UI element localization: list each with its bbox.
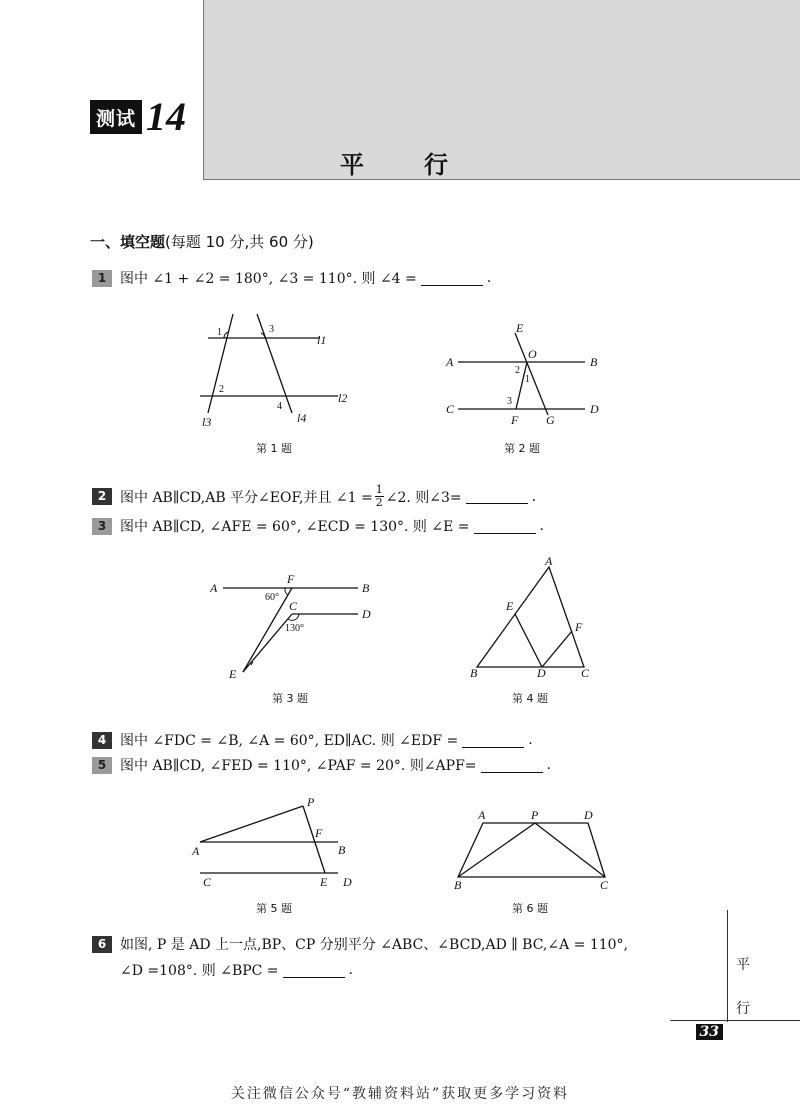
label-A: A	[192, 844, 200, 858]
answer-blank[interactable]	[283, 963, 345, 978]
question-text-line2: ∠D =108°. 则 ∠BPC =	[120, 963, 279, 979]
answer-blank[interactable]	[421, 271, 483, 286]
test-badge-number: 14	[146, 94, 187, 139]
question-text: 图中 AB∥CD, ∠AFE = 60°, ∠ECD = 130°. 则 ∠E =	[120, 519, 470, 535]
footer-note: 关注微信公众号“教辅资料站”获取更多学习资料	[230, 1086, 570, 1102]
figure-6	[450, 805, 620, 890]
question-number: 1	[92, 270, 112, 287]
question-number: 6	[92, 936, 112, 953]
label-E: E	[320, 875, 328, 889]
figure-4-caption: 第 4 题	[512, 692, 548, 705]
label-C: C	[446, 402, 455, 416]
label-C: C	[581, 666, 590, 680]
label-3: 3	[507, 396, 512, 407]
label-B: B	[338, 843, 346, 857]
question-text-line1: 如图, P 是 AD 上一点,BP、CP 分别平分 ∠ABC、∠BCD,AD ∥ BC,∠A = 110°,	[120, 937, 629, 953]
question-5	[92, 755, 551, 775]
label-l4: l4	[297, 411, 307, 425]
label-F: F	[287, 572, 295, 586]
figure-5-caption: 第 5 题	[256, 902, 292, 915]
question-text: 图中 ∠FDC = ∠B, ∠A = 60°, ED∥AC. 则 ∠EDF =	[120, 733, 459, 749]
answer-blank[interactable]	[474, 519, 536, 534]
question-end: .	[528, 732, 533, 748]
label-1: 1	[217, 327, 222, 338]
label-130: 130°	[285, 623, 304, 634]
label-2: 2	[515, 365, 520, 376]
figure-2	[440, 320, 610, 430]
label-O: O	[528, 347, 537, 361]
question-end: .	[539, 518, 544, 534]
question-4	[92, 730, 533, 750]
figure-5	[190, 795, 370, 890]
label-l2: l2	[338, 391, 348, 405]
question-2	[92, 484, 536, 509]
label-C: C	[203, 875, 212, 889]
figure-2-caption: 第 2 题	[504, 442, 540, 455]
test-badge	[90, 94, 187, 139]
section-title	[90, 231, 314, 252]
label-l3: l3	[202, 415, 212, 429]
figure-3	[205, 570, 380, 685]
question-end: .	[486, 270, 492, 286]
question-text: 图中 ∠1 + ∠2 = 180°, ∠3 = 110°. 则 ∠4 =	[120, 271, 417, 287]
page-number-box	[670, 1020, 800, 1045]
label-2: 2	[219, 384, 224, 395]
label-P: P	[307, 795, 315, 809]
label-D: D	[362, 607, 371, 621]
label-B: B	[362, 581, 370, 595]
label-E: E	[516, 321, 524, 335]
label-B: B	[470, 666, 478, 680]
label-E: E	[229, 667, 237, 681]
question-text: 图中 AB∥CD,AB 平分∠EOF,并且 ∠1 =	[120, 489, 373, 506]
label-4: 4	[277, 401, 282, 412]
question-number: 4	[92, 732, 112, 749]
label-B: B	[590, 355, 598, 369]
question-end: .	[348, 962, 353, 978]
question-end: .	[546, 757, 551, 773]
fraction-half	[375, 484, 384, 509]
question-text-mid: ∠2. 则∠3=	[385, 489, 462, 506]
question-number: 5	[92, 757, 112, 774]
question-6	[92, 934, 628, 954]
label-C: C	[600, 878, 609, 890]
figure-3-caption: 第 3 题	[272, 692, 308, 705]
label-D: D	[590, 402, 599, 416]
side-tab-char-1: 平	[736, 957, 750, 973]
section-title-text: 一、填空题	[90, 233, 166, 251]
section-note: (每题 10 分,共 60 分)	[165, 233, 314, 251]
question-text: 图中 AB∥CD, ∠FED = 110°, ∠PAF = 20°. 则∠APF=	[120, 758, 477, 774]
figure-1	[195, 308, 365, 433]
label-D: D	[584, 808, 593, 822]
label-E: E	[506, 599, 514, 613]
label-A: A	[545, 556, 553, 568]
figure-6-caption: 第 6 题	[512, 902, 548, 915]
test-badge-word: 测试	[90, 100, 142, 134]
question-6-continued	[120, 960, 353, 980]
question-end: .	[531, 488, 537, 505]
page-number: 33	[696, 1024, 723, 1040]
label-A: A	[210, 581, 218, 595]
label-F: F	[511, 413, 519, 427]
answer-blank[interactable]	[462, 733, 524, 748]
label-A: A	[478, 808, 486, 822]
question-1	[92, 268, 491, 288]
page-title: 平行	[340, 151, 508, 179]
label-60: 60°	[265, 592, 279, 603]
label-1: 1	[525, 374, 530, 385]
figure-4	[465, 556, 600, 681]
answer-blank[interactable]	[481, 758, 543, 773]
figure-1-caption: 第 1 题	[256, 442, 292, 455]
side-tab-char-2: 行	[736, 1001, 750, 1017]
label-F: F	[315, 826, 323, 840]
question-number: 3	[92, 518, 112, 535]
label-G: G	[546, 413, 555, 427]
fraction-denominator: 2	[375, 496, 383, 509]
question-3	[92, 516, 544, 536]
label-D: D	[537, 666, 546, 680]
label-3: 3	[269, 324, 274, 335]
label-F: F	[575, 620, 583, 634]
label-C: C	[289, 599, 298, 613]
label-l1: l1	[317, 333, 327, 347]
question-number: 2	[92, 488, 112, 505]
label-B: B	[454, 878, 462, 890]
label-D: D	[343, 875, 352, 889]
label-A: A	[446, 355, 454, 369]
chapter-side-tab	[727, 910, 800, 1022]
answer-blank[interactable]	[466, 489, 528, 504]
fraction-numerator: 1	[375, 483, 383, 496]
label-P: P	[531, 808, 539, 822]
